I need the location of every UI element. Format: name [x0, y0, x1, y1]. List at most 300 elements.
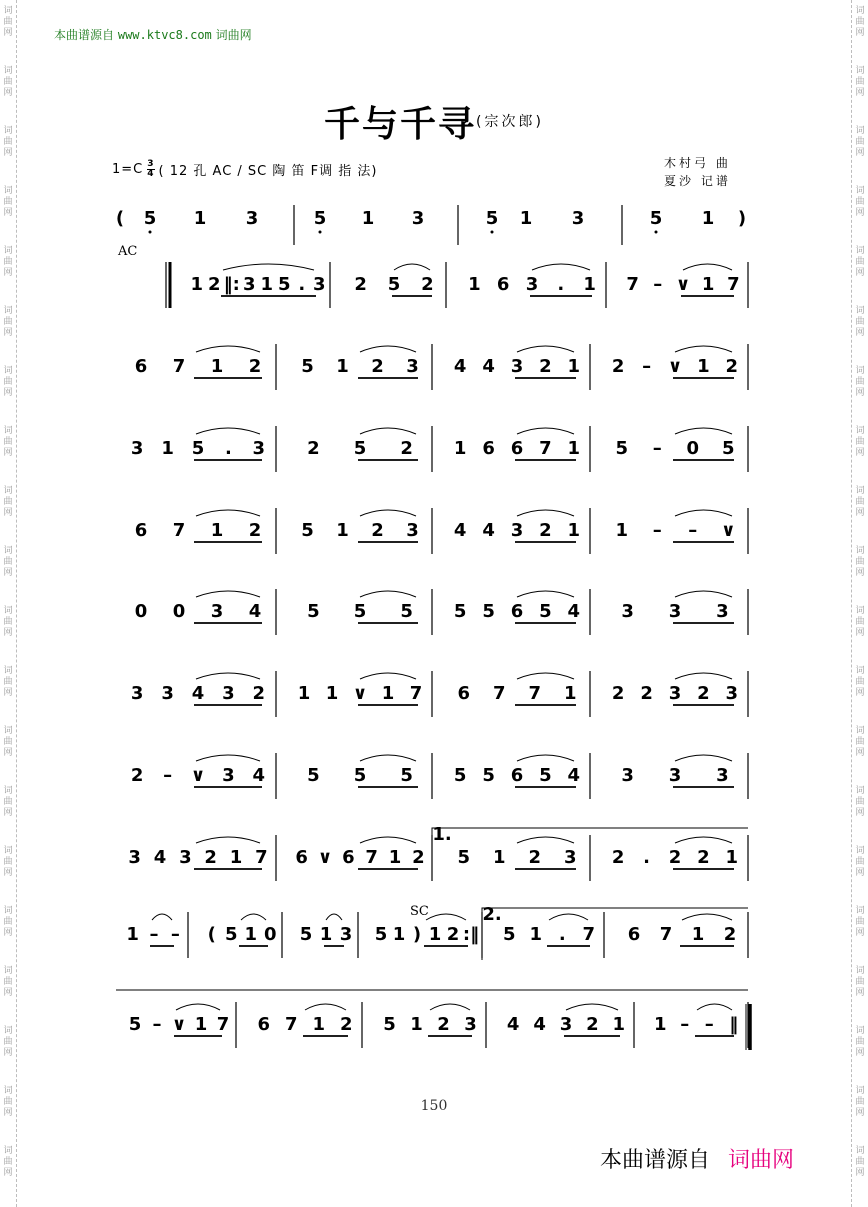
- note-row6-211: 6: [510, 765, 524, 786]
- note-row8-260: 1: [126, 924, 139, 945]
- slur-row8-297: [426, 914, 466, 920]
- note-row8-278: :‖: [462, 924, 480, 945]
- side-watermark-left-4: 词 曲 网: [3, 246, 13, 278]
- side-watermark-left-5: 词 曲 网: [3, 306, 13, 338]
- note-row1-66: 2: [539, 356, 552, 377]
- note-row3-130: –: [688, 520, 698, 541]
- note-row0-37: 1: [583, 274, 596, 295]
- note-row4-151: 5: [482, 601, 495, 622]
- note-row7-242: 1: [492, 847, 506, 868]
- note-row4-153: 5: [539, 601, 552, 622]
- note-row0-30: 5: [387, 274, 401, 295]
- composer: 木村弓 曲: [664, 156, 731, 170]
- note-row9-309: 7: [284, 1014, 298, 1035]
- note-row9-305: 1: [194, 1014, 208, 1035]
- note-row3-129: –: [652, 520, 662, 541]
- slur-row4-167: [675, 591, 732, 597]
- note-row7-235: ∨: [317, 847, 333, 868]
- slur-row8-301: [682, 914, 732, 920]
- note-row9-324: 1: [653, 1014, 667, 1035]
- note-row1-61: 3: [406, 356, 419, 377]
- note-row2-93: 1: [453, 438, 467, 459]
- note-row4-156: 3: [621, 601, 634, 622]
- note-row7-237: 7: [365, 847, 378, 868]
- side-watermark-right-12: 词 曲 网: [855, 726, 865, 758]
- note-row6-207: 5: [400, 765, 413, 786]
- note-row8-280: 5: [502, 924, 516, 945]
- note-row8-266: 1: [244, 924, 258, 945]
- note-row5-181: 7: [492, 683, 506, 704]
- note-row1-60: 2: [371, 356, 384, 377]
- ac-mark: AC: [118, 244, 138, 259]
- note-row4-148: 5: [400, 601, 413, 622]
- page-number: 150: [420, 1098, 448, 1114]
- note-row6-202: 3: [222, 765, 235, 786]
- note-row8-267: 0: [263, 924, 277, 945]
- slur-row2-109: [517, 428, 574, 434]
- note-row5-176: ∨: [352, 683, 368, 704]
- note-row8-270: 1: [319, 924, 333, 945]
- note-row5-170: 4: [191, 683, 205, 704]
- note-row7-243: 2: [528, 847, 542, 868]
- note-row5-182: 7: [528, 683, 542, 704]
- note-row6-209: 5: [453, 765, 467, 786]
- note-row7-246: 2: [611, 847, 625, 868]
- note-row8-264: (: [207, 924, 216, 945]
- intro-note-3: 1: [193, 208, 207, 229]
- note-row5-171: 3: [222, 683, 235, 704]
- note-row3-112: 6: [134, 520, 148, 541]
- note-row1-56: 2: [248, 356, 262, 377]
- intro-note-15: 1: [701, 208, 715, 229]
- note-row1-69: 2: [611, 356, 625, 377]
- note-row4-157: 3: [668, 601, 682, 622]
- note-row5-168: 3: [130, 683, 144, 704]
- note-row5-189: 3: [725, 683, 739, 704]
- note-row4-143: 3: [210, 601, 224, 622]
- note-row2-89: 2: [307, 438, 320, 459]
- slur-row2-107: [360, 428, 416, 434]
- note-row2-90: 5: [353, 438, 367, 459]
- note-row1-71: ∨: [667, 356, 683, 377]
- header-source-prefix: 本曲谱源自: [54, 28, 115, 42]
- note-row7-234: 6: [295, 847, 308, 868]
- note-row6-216: 3: [668, 765, 682, 786]
- slur-row1-80: [517, 346, 574, 352]
- note-row2-84: 1: [161, 438, 174, 459]
- note-row2-86: .: [224, 438, 232, 459]
- side-watermark-right-2: 词 曲 网: [855, 126, 865, 158]
- side-watermark-left-18: 词 曲 网: [3, 1086, 13, 1118]
- note-row8-262: –: [170, 924, 180, 945]
- note-row7-230: 2: [204, 847, 217, 868]
- slur-row1-82: [675, 346, 732, 352]
- note-row3-114: 1: [210, 520, 224, 541]
- side-watermark-right-19: 词 曲 网: [855, 1146, 865, 1178]
- note-row4-158: 3: [716, 601, 729, 622]
- time-bottom: 4: [147, 169, 155, 179]
- side-watermark-left-8: 词 曲 网: [3, 486, 13, 518]
- note-row0-43: 7: [727, 274, 740, 295]
- intro-note-4: 3: [245, 208, 259, 229]
- slur-row8-295: [326, 914, 342, 920]
- slur-row6-222: [360, 755, 416, 761]
- note-row1-67: 1: [567, 356, 581, 377]
- slur-row6-226: [675, 755, 732, 761]
- note-row3-115: 2: [248, 520, 262, 541]
- note-row8-269: 5: [299, 924, 313, 945]
- note-row6-201: ∨: [190, 765, 206, 786]
- slur-row7-257: [517, 837, 574, 843]
- note-row0-26: .: [298, 274, 306, 295]
- intro-dot-2: [149, 231, 152, 234]
- side-watermark-right-17: 词 曲 网: [855, 1026, 865, 1058]
- side-watermark-right-14: 词 曲 网: [855, 846, 865, 878]
- intro-paren-0: (: [115, 208, 125, 229]
- footer-site[interactable]: 词曲网: [728, 1148, 795, 1173]
- slur-row9-338: [697, 1004, 732, 1010]
- side-watermark-left-16: 词 曲 网: [3, 966, 13, 998]
- slur-row1-76: [196, 346, 260, 352]
- note-row5-174: 1: [297, 683, 311, 704]
- note-row8-286: 7: [659, 924, 673, 945]
- slur-row5-196: [517, 673, 574, 679]
- note-row8-287: 1: [691, 924, 705, 945]
- note-row9-303: –: [152, 1014, 162, 1035]
- note-row5-187: 3: [668, 683, 682, 704]
- note-row8-281: 1: [529, 924, 543, 945]
- note-row6-199: 2: [130, 765, 144, 786]
- note-row8-283: 7: [582, 924, 596, 945]
- slur-row3-134: [196, 510, 260, 516]
- note-row5-185: 2: [611, 683, 625, 704]
- note-row2-101: 0: [686, 438, 700, 459]
- note-row1-73: 2: [725, 356, 739, 377]
- note-row0-24: 1: [260, 274, 274, 295]
- note-row8-271: 3: [339, 924, 353, 945]
- side-watermark-right-5: 词 曲 网: [855, 306, 865, 338]
- side-watermark-right-9: 词 曲 网: [855, 546, 865, 578]
- note-row1-72: 1: [697, 356, 710, 377]
- side-watermark-left-10: 词 曲 网: [3, 606, 13, 638]
- intro-paren-16: ): [737, 208, 747, 229]
- side-watermark-right-13: 词 曲 网: [855, 786, 865, 818]
- side-watermark-right-16: 词 曲 网: [855, 966, 865, 998]
- note-row9-316: 3: [464, 1014, 477, 1035]
- note-row1-54: 7: [172, 356, 186, 377]
- note-row7-241: 5: [457, 847, 471, 868]
- note-row2-85: 5: [191, 438, 205, 459]
- side-watermark-left-12: 词 曲 网: [3, 726, 13, 758]
- note-row4-142: 0: [172, 601, 186, 622]
- slur-row4-163: [360, 591, 416, 597]
- note-row5-169: 3: [161, 683, 174, 704]
- key-signature: 1=C: [112, 162, 144, 177]
- slur-row0-48: [394, 264, 430, 270]
- note-row3-120: 3: [406, 520, 419, 541]
- note-row4-150: 5: [453, 601, 467, 622]
- note-row6-217: 3: [716, 765, 729, 786]
- note-row4-146: 5: [307, 601, 320, 622]
- note-row2-99: 5: [615, 438, 629, 459]
- slur-row5-198: [675, 673, 732, 679]
- note-row9-308: 6: [257, 1014, 271, 1035]
- note-row3-117: 5: [301, 520, 314, 541]
- note-row9-302: 5: [128, 1014, 142, 1035]
- note-row1-63: 4: [453, 356, 467, 377]
- note-row9-319: 4: [533, 1014, 546, 1035]
- note-row4-141: 0: [134, 601, 148, 622]
- intro-dot-6: [319, 231, 322, 234]
- side-watermark-right-15: 词 曲 网: [855, 906, 865, 938]
- note-row2-83: 3: [130, 438, 144, 459]
- note-row9-315: 2: [437, 1014, 450, 1035]
- note-row9-313: 5: [383, 1014, 396, 1035]
- note-row8-265: 5: [224, 924, 238, 945]
- slur-row0-50: [532, 264, 590, 270]
- page-title: 千与千寻: [324, 103, 477, 145]
- side-watermark-right-0: 词 曲 网: [855, 6, 865, 38]
- slur-row7-259: [675, 837, 732, 843]
- note-row4-154: 4: [567, 601, 581, 622]
- note-row9-325: –: [680, 1014, 690, 1035]
- slur-row7-255: [360, 837, 416, 843]
- note-row5-178: 7: [409, 683, 423, 704]
- footer-source: [600, 1143, 794, 1174]
- side-watermark-left-9: 词 曲 网: [3, 546, 13, 578]
- note-row0-21: 2: [207, 274, 221, 295]
- footer-source-text: 本曲谱源自: [600, 1148, 711, 1173]
- note-row4-147: 5: [353, 601, 367, 622]
- side-watermark-right-1: 词 曲 网: [855, 66, 865, 98]
- slur-row6-224: [517, 755, 574, 761]
- note-row4-152: 6: [510, 601, 524, 622]
- note-row9-326: –: [704, 1014, 714, 1035]
- side-watermark-left-1: 词 曲 网: [3, 66, 13, 98]
- note-row9-321: 2: [586, 1014, 599, 1035]
- note-row2-95: 6: [510, 438, 524, 459]
- note-row3-119: 2: [371, 520, 384, 541]
- intro-dot-10: [491, 231, 494, 234]
- slur-row4-165: [517, 591, 574, 597]
- note-row6-200: –: [163, 765, 173, 786]
- note-row0-29: 2: [354, 274, 367, 295]
- note-row7-238: 1: [388, 847, 402, 868]
- slur-row4-161: [196, 591, 260, 597]
- note-row7-247: .: [643, 847, 651, 868]
- slur-row7-253: [196, 837, 260, 843]
- note-row0-22: ‖:: [223, 274, 240, 295]
- slur-row3-140: [675, 510, 732, 516]
- note-row2-87: 3: [252, 438, 266, 459]
- note-row9-306: 7: [216, 1014, 230, 1035]
- note-row9-310: 1: [312, 1014, 326, 1035]
- sc-mark: SC: [410, 904, 429, 919]
- note-row0-20: 1: [190, 274, 204, 295]
- note-row4-144: 4: [248, 601, 262, 622]
- note-row3-131: ∨: [720, 520, 736, 541]
- note-row0-23: 3: [242, 274, 256, 295]
- slur-row2-111: [675, 428, 732, 434]
- note-row7-231: 1: [229, 847, 243, 868]
- slur-row6-220: [196, 755, 260, 761]
- note-row0-42: 1: [701, 274, 715, 295]
- side-watermark-right-8: 词 曲 网: [855, 486, 865, 518]
- note-row3-128: 1: [615, 520, 629, 541]
- note-row9-322: 1: [612, 1014, 626, 1035]
- time-top: 3: [147, 159, 155, 169]
- slur-row3-138: [517, 510, 574, 516]
- side-watermark-left-14: 词 曲 网: [3, 846, 13, 878]
- side-watermark-right-4: 词 曲 网: [855, 246, 865, 278]
- note-row0-27: 3: [312, 274, 326, 295]
- note-row6-205: 5: [307, 765, 320, 786]
- note-row6-206: 5: [353, 765, 367, 786]
- note-row7-236: 6: [342, 847, 355, 868]
- side-watermark-left-0: 词 曲 网: [3, 6, 13, 38]
- note-row5-177: 1: [381, 683, 395, 704]
- note-row9-311: 2: [339, 1014, 353, 1035]
- side-watermark-left-3: 词 曲 网: [3, 186, 13, 218]
- slur-row5-194: [360, 673, 416, 679]
- note-row8-261: –: [149, 924, 159, 945]
- slur-row0-46: [223, 264, 314, 270]
- note-row2-94: 6: [482, 438, 495, 459]
- note-row0-40: –: [653, 274, 663, 295]
- side-watermark-right-6: 词 曲 网: [855, 366, 865, 398]
- note-row1-53: 6: [134, 356, 148, 377]
- note-row6-203: 4: [252, 765, 266, 786]
- slur-row0-52: [683, 264, 732, 270]
- page-subtitle: (宗次郎): [476, 114, 544, 130]
- slur-row9-332: [305, 1004, 346, 1010]
- header-site[interactable]: 词曲网: [215, 28, 252, 42]
- note-row1-70: –: [642, 356, 652, 377]
- side-watermark-left-13: 词 曲 网: [3, 786, 13, 818]
- note-row8-276: 1: [428, 924, 442, 945]
- note-row5-175: 1: [325, 683, 339, 704]
- slur-row8-293: [241, 914, 266, 920]
- fingering-note: ( 12 孔 AC / SC 陶 笛 F调 指 法): [158, 164, 378, 179]
- note-row8-282: .: [558, 924, 566, 945]
- note-row3-124: 3: [510, 520, 524, 541]
- header-host[interactable]: www.ktvc8.com: [117, 28, 212, 42]
- intro-note-5: 5: [313, 208, 327, 229]
- note-row6-210: 5: [482, 765, 495, 786]
- intro-note-12: 3: [571, 208, 585, 229]
- note-row5-180: 6: [457, 683, 471, 704]
- side-watermark-left-2: 词 曲 网: [3, 126, 13, 158]
- note-row3-122: 4: [453, 520, 467, 541]
- slur-row2-105: [196, 428, 260, 434]
- note-row1-59: 1: [336, 356, 349, 377]
- intro-dot-14: [655, 231, 658, 234]
- note-row2-97: 1: [567, 438, 581, 459]
- transcriber: 夏沙 记谱: [664, 174, 731, 188]
- note-row9-327: ‖: [729, 1014, 739, 1035]
- note-row8-277: 2: [446, 924, 460, 945]
- note-row7-228: 4: [153, 847, 167, 868]
- note-row5-172: 2: [252, 683, 266, 704]
- note-row2-100: –: [652, 438, 662, 459]
- intro-note-1: 5: [143, 208, 157, 229]
- note-row2-96: 7: [539, 438, 552, 459]
- note-row8-274: 1: [392, 924, 406, 945]
- note-row0-33: 1: [468, 274, 481, 295]
- volta-label-344: 1.: [432, 824, 452, 845]
- note-row9-314: 1: [410, 1014, 423, 1035]
- note-row7-244: 3: [563, 847, 577, 868]
- note-row0-31: 2: [421, 274, 434, 295]
- side-watermark-right-18: 词 曲 网: [855, 1086, 865, 1118]
- volta-2-345: [482, 908, 748, 960]
- intro-note-13: 5: [649, 208, 663, 229]
- note-row7-250: 1: [725, 847, 739, 868]
- note-row1-55: 1: [210, 356, 224, 377]
- side-watermark-left-7: 词 曲 网: [3, 426, 13, 458]
- note-row7-227: 3: [128, 847, 141, 868]
- note-row5-183: 1: [563, 683, 577, 704]
- note-row8-288: 2: [723, 924, 737, 945]
- intro-note-7: 1: [361, 208, 375, 229]
- side-watermark-left-17: 词 曲 网: [3, 1026, 13, 1058]
- slur-row9-336: [566, 1004, 618, 1010]
- slur-row9-330: [176, 1004, 220, 1010]
- side-watermark-right-10: 词 曲 网: [855, 606, 865, 638]
- note-row0-35: 3: [525, 274, 539, 295]
- slur-row9-334: [430, 1004, 470, 1010]
- note-row0-34: 6: [496, 274, 510, 295]
- note-row9-318: 4: [506, 1014, 520, 1035]
- note-row2-102: 5: [721, 438, 735, 459]
- note-row1-58: 5: [301, 356, 314, 377]
- note-row0-25: 5: [277, 274, 291, 295]
- note-row0-39: 7: [626, 274, 639, 295]
- note-row7-239: 2: [412, 847, 425, 868]
- slur-row8-299: [549, 914, 588, 920]
- side-watermark-right-3: 词 曲 网: [855, 186, 865, 218]
- side-watermark-left-6: 词 曲 网: [3, 366, 13, 398]
- slur-row8-291: [152, 914, 172, 920]
- side-watermark-left-19: 词 曲 网: [3, 1146, 13, 1178]
- note-row5-186: 2: [640, 683, 653, 704]
- intro-note-9: 5: [485, 208, 499, 229]
- side-watermark-left-15: 词 曲 网: [3, 906, 13, 938]
- note-row7-232: 7: [255, 847, 268, 868]
- note-row1-65: 3: [510, 356, 524, 377]
- note-row3-113: 7: [172, 520, 186, 541]
- note-row5-188: 2: [697, 683, 710, 704]
- note-row0-41: ∨: [675, 274, 691, 295]
- slur-row1-78: [360, 346, 416, 352]
- note-row6-213: 4: [567, 765, 581, 786]
- intro-note-8: 3: [411, 208, 425, 229]
- intro-note-11: 1: [519, 208, 533, 229]
- note-row9-304: ∨: [171, 1014, 187, 1035]
- side-watermark-left-11: 词 曲 网: [3, 666, 13, 698]
- note-row7-229: 3: [179, 847, 192, 868]
- note-row8-285: 6: [627, 924, 641, 945]
- side-watermark-right-11: 词 曲 网: [855, 666, 865, 698]
- slur-row5-192: [196, 673, 260, 679]
- note-row8-273: 5: [374, 924, 388, 945]
- note-row7-249: 2: [697, 847, 710, 868]
- slur-row3-136: [360, 510, 416, 516]
- note-row6-212: 5: [539, 765, 552, 786]
- note-row1-64: 4: [482, 356, 495, 377]
- note-row3-126: 1: [567, 520, 581, 541]
- volta-label-346: 2.: [482, 904, 502, 925]
